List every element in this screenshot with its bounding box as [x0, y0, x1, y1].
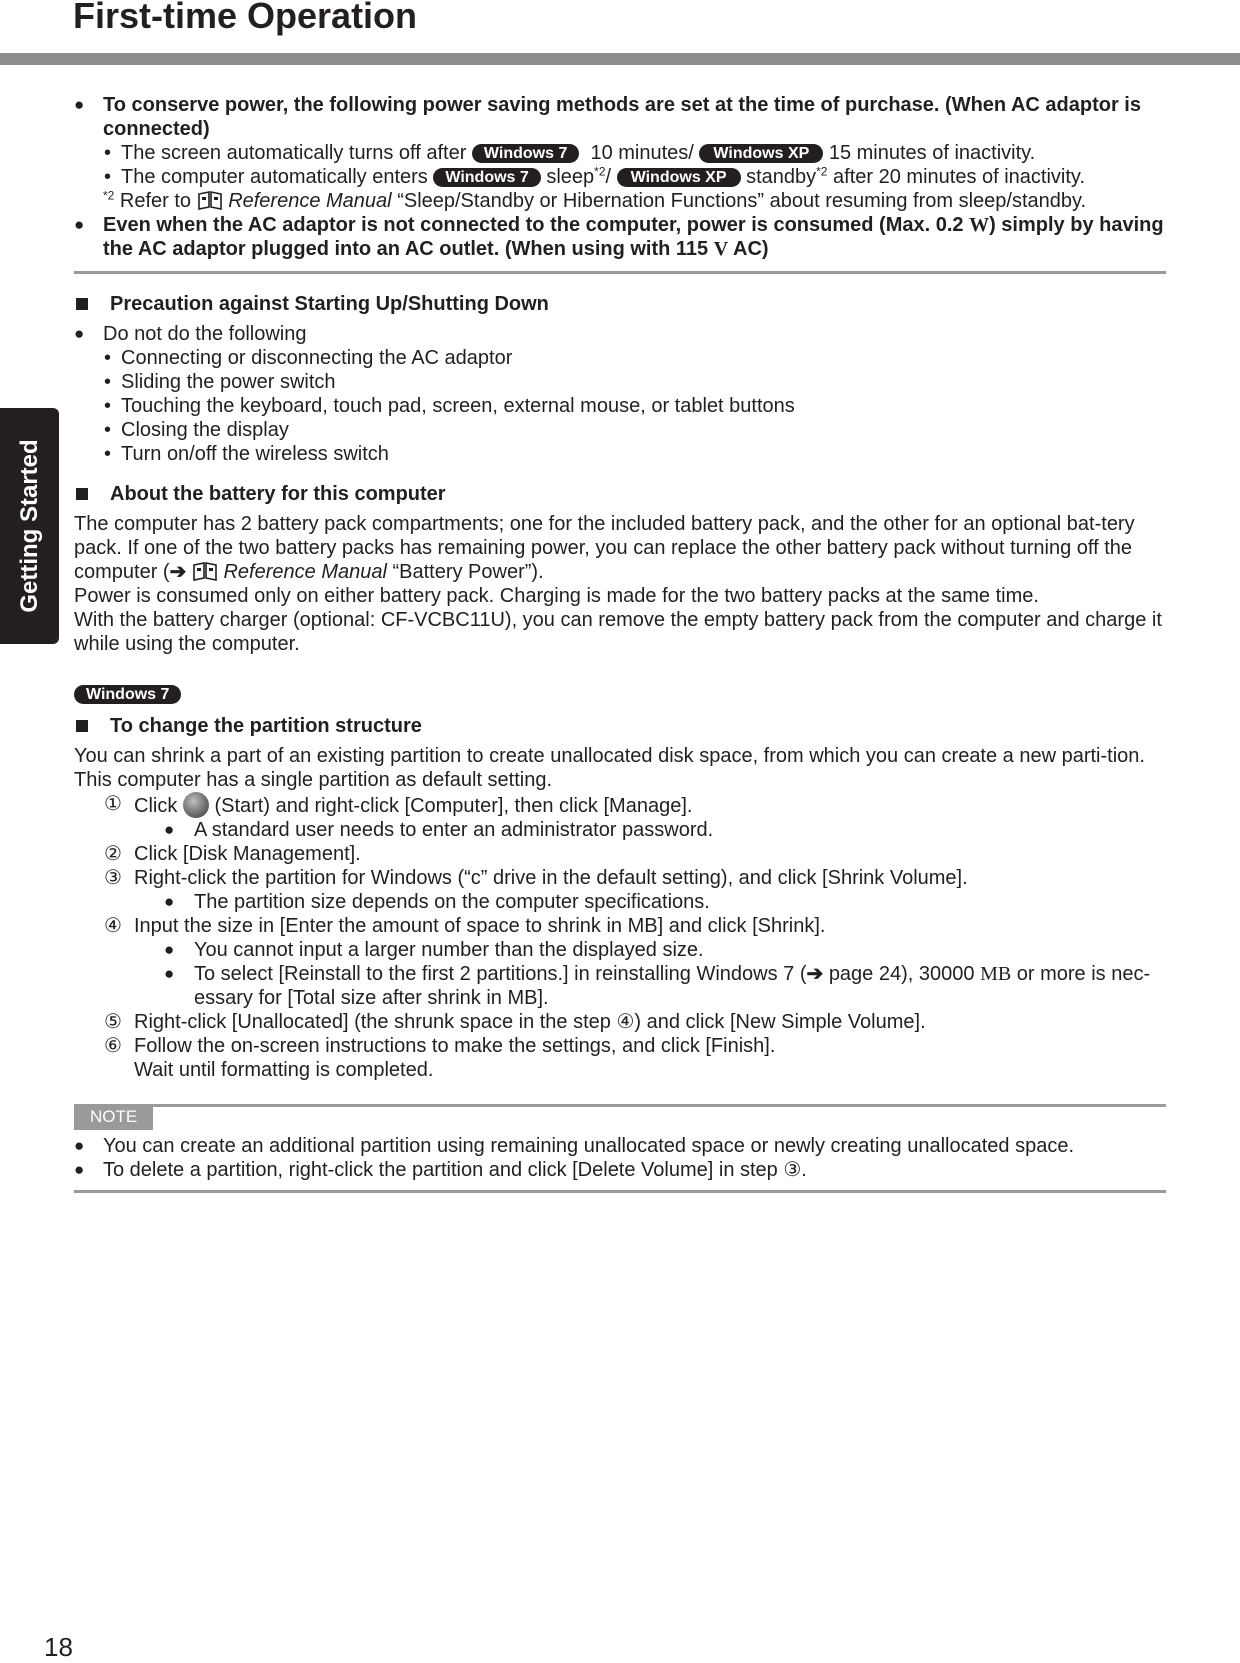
windows7-badge: Windows 7 — [74, 685, 181, 704]
power-saving-bullet: ● To conserve power, the following power saving methods are set at the time of purchase. (When AC adaptor is connected) — [74, 93, 1166, 141]
note-bullet: ● You can create an additional partition using remaining unallocated space or newly creating unallocated space. — [74, 1134, 1166, 1158]
step-6-continuation: Wait until formatting is completed. — [134, 1059, 434, 1081]
note-header — [74, 1104, 1166, 1130]
step-note: ● To select [Reinstall to the first 2 partitions.] in reinstalling Windows 7 (➔ page 24), 30000 MB or more is nec-essary for [Total size after shrink in MB]. — [104, 962, 1166, 1010]
note-label: NOTE — [74, 1104, 153, 1130]
arrow-icon: ➔ — [806, 963, 824, 985]
list-item: • Turn on/off the wireless switch — [74, 442, 1166, 466]
battery-paragraph: With the battery charger (optional: CF-VCBC11U), you can remove the empty battery pack from the computer and charge it while using the computer. — [74, 609, 1162, 655]
partition-heading: To change the partition structure — [74, 714, 1166, 738]
windows7-badge: Windows 7 — [433, 168, 540, 187]
step-note: ● You cannot input a larger number than the displayed size. — [104, 938, 1166, 962]
windows7-badge: Windows 7 — [472, 144, 579, 163]
precaution-heading: Precaution against Starting Up/Shutting Down — [74, 292, 1166, 316]
windowsxp-badge: Windows XP — [699, 144, 823, 163]
list-item: • Touching the keyboard, touch pad, screen, external mouse, or tablet buttons — [74, 394, 1166, 418]
partition-steps — [74, 792, 1166, 1082]
section-tab-label: Getting Started — [15, 439, 43, 613]
list-item: • Connecting or disconnecting the AC adaptor — [74, 346, 1166, 370]
step-6: ⑥ Follow the on-screen instructions to make the settings, and click [Finish]. — [104, 1035, 776, 1057]
manual-book-icon — [192, 561, 218, 581]
footnote: $^{*2}$ Refer to Reference Manual “Sleep/Standby or Hibernation Functions” about resuming from sleep/standby. — [103, 188, 1087, 212]
sleep-item: • The computer automatically enters Windows 7 sleep$^{*2}$/ Windows XP standby$^{*2}$ after 20 minutes of inactivity. — [74, 165, 1166, 189]
step-2: ② Click [Disk Management]. — [104, 843, 361, 865]
note-bullet: ● To delete a partition, right-click the partition and click [Delete Volume] in step ③. — [74, 1158, 1166, 1182]
partition-intro: You can shrink a part of an existing partition to create unallocated disk space, from which you can create a new parti-tion. This computer has a single partition as default setting. — [74, 745, 1145, 791]
page-content — [74, 93, 1166, 1211]
note-divider — [74, 1190, 1166, 1193]
arrow-icon: ➔ — [169, 561, 187, 583]
step-4: ④ Input the size in [Enter the amount of space to shrink in MB] and click [Shrink]. — [104, 915, 826, 937]
section-tab — [0, 408, 59, 644]
battery-paragraph: The computer has 2 battery pack compartments; one for the included battery pack, and the other for an optional bat-tery pack. If one of the two battery packs has remaining power, you can replace the other battery pack without turning off the computer (➔ Reference Manual “Battery Power”). — [74, 513, 1135, 583]
windowsxp-badge: Windows XP — [617, 168, 741, 187]
screen-off-item: • The screen automatically turns off after Windows 7 10 minutes/ Windows XP 15 minutes of inactivity. — [74, 141, 1166, 165]
manual-book-icon — [197, 190, 223, 210]
title-divider — [0, 53, 1240, 65]
precaution-lead: ● Do not do the following — [74, 322, 1166, 346]
list-item: • Sliding the power switch — [74, 370, 1166, 394]
list-item: • Closing the display — [74, 418, 1166, 442]
page-title: First-time Operation — [73, 0, 418, 36]
step-1: ① Click (Start) and right-click [Computer], then click [Manage]. — [104, 793, 693, 817]
step-note: ● A standard user needs to enter an administrator password. — [104, 818, 1166, 842]
windows-start-icon — [183, 792, 209, 818]
step-5: ⑤ Right-click [Unallocated] (the shrunk space in the step ④) and click [New Simple Volume]. — [104, 1011, 926, 1033]
step-note: ● The partition size depends on the computer specifications. — [104, 890, 1166, 914]
ac-power-bullet: ● Even when the AC adaptor is not connected to the computer, power is consumed (Max. 0.2 W) simply by having the AC adaptor plugged into an AC outlet. (When using with 115 V AC) — [74, 213, 1166, 261]
step-3: ③ Right-click the partition for Windows (“c” drive in the default setting), and click [Shrink Volume]. — [104, 867, 968, 889]
battery-heading: About the battery for this computer — [74, 482, 1166, 506]
battery-paragraph: Power is consumed only on either battery pack. Charging is made for the two battery packs at the same time. — [74, 585, 1039, 607]
section-divider — [74, 271, 1166, 274]
page-number: 18 — [44, 1632, 73, 1662]
